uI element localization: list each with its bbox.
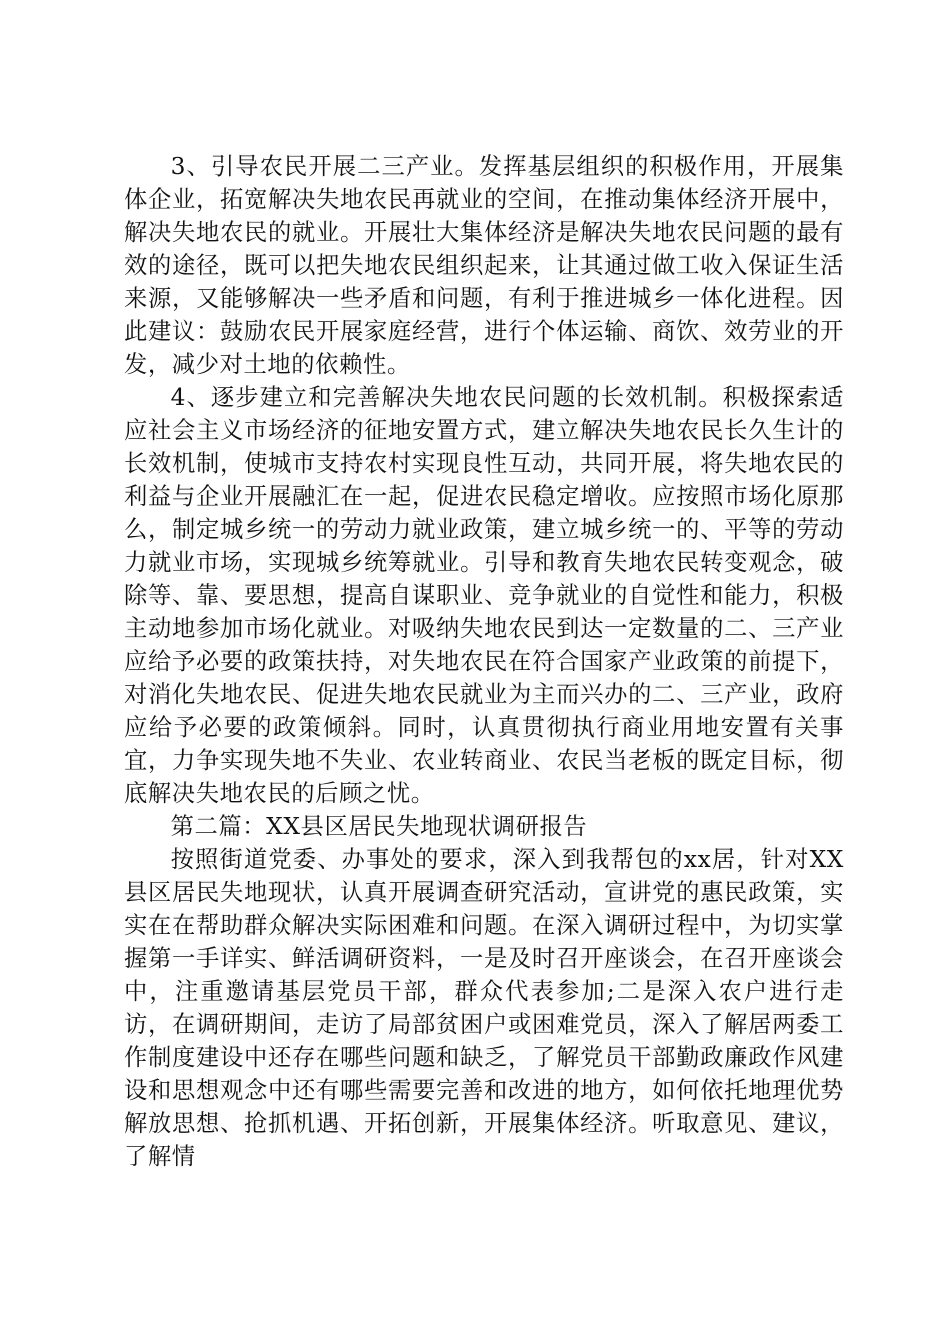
section-heading: 第二篇：XX县区居民失地现状调研报告	[170, 813, 588, 840]
document-body	[124, 150, 844, 1173]
paragraph-3: 3、引导农民开展二三产业。发挥基层组织的积极作用，开展集体企业，拓宽解决失地农民再就业的空间，在推动集体经济开展中，解决失地农民的就业。开展壮大集体经济是解决失地农民问题的最有效的途径，既可以把失地农民组织起来，让其通过做工收入保证生活来源，又能够解决一些矛盾和问题，有利于推进城乡一体化进程。因此建议：鼓励农民开展家庭经营，进行个体运输、商饮、效劳业的开发，减少对土地的依赖性。	[124, 153, 844, 378]
paragraph-4: 4、逐步建立和完善解决失地农民问题的长效机制。积极探索适应社会主义市场经济的征地安置方式，建立解决失地农民长久生计的长效机制，使城市支持农村实现良性互动，共同开展，将失地农民的利益与企业开展融汇在一起，促进农民稳定增收。应按照市场化原那么，制定城乡统一的劳动力就业政策，建立城乡统一的、平等的劳动力就业市场，实现城乡统筹就业。引导和教育失地农民转变观念，破除等、靠、要思想，提高自谋职业、竞争就业的自觉性和能力，积极主动地参加市场化就业。对吸纳失地农民到达一定数量的二、三产业应给予必要的政策扶持，对失地农民在符合国家产业政策的前提下，对消化失地农民、促进失地农民就业为主而兴办的二、三产业，政府应给予必要的政策倾斜。同时，认真贯彻执行商业用地安置有关事宜，力争实现失地不失业、农业转商业、农民当老板的既定目标，彻底解决失地农民的后顾之忧。	[124, 384, 844, 807]
section-paragraph: 按照街道党委、办事处的要求，深入到我帮包的xx居，针对XX县区居民失地现状，认真开展调查研究活动，宣讲党的惠民政策，实实在在帮助群众解决实际困难和问题。在深入调研过程中，为切实掌握第一手详实、鲜活调研资料，一是及时召开座谈会，在召开座谈会中，注重邀请基层党员干部，群众代表参加;二是深入农户进行走访，在调研期间，走访了局部贫困户或困难党员，深入了解居两委工作制度建设中还存在哪些问题和缺乏，了解党员干部勤政廉政作风建设和思想观念中还有哪些需要完善和改进的地方，如何依托地理优势解放思想、抢抓机遇、开拓创新，开展集体经济。听取意见、建议，了解情	[124, 846, 844, 1170]
